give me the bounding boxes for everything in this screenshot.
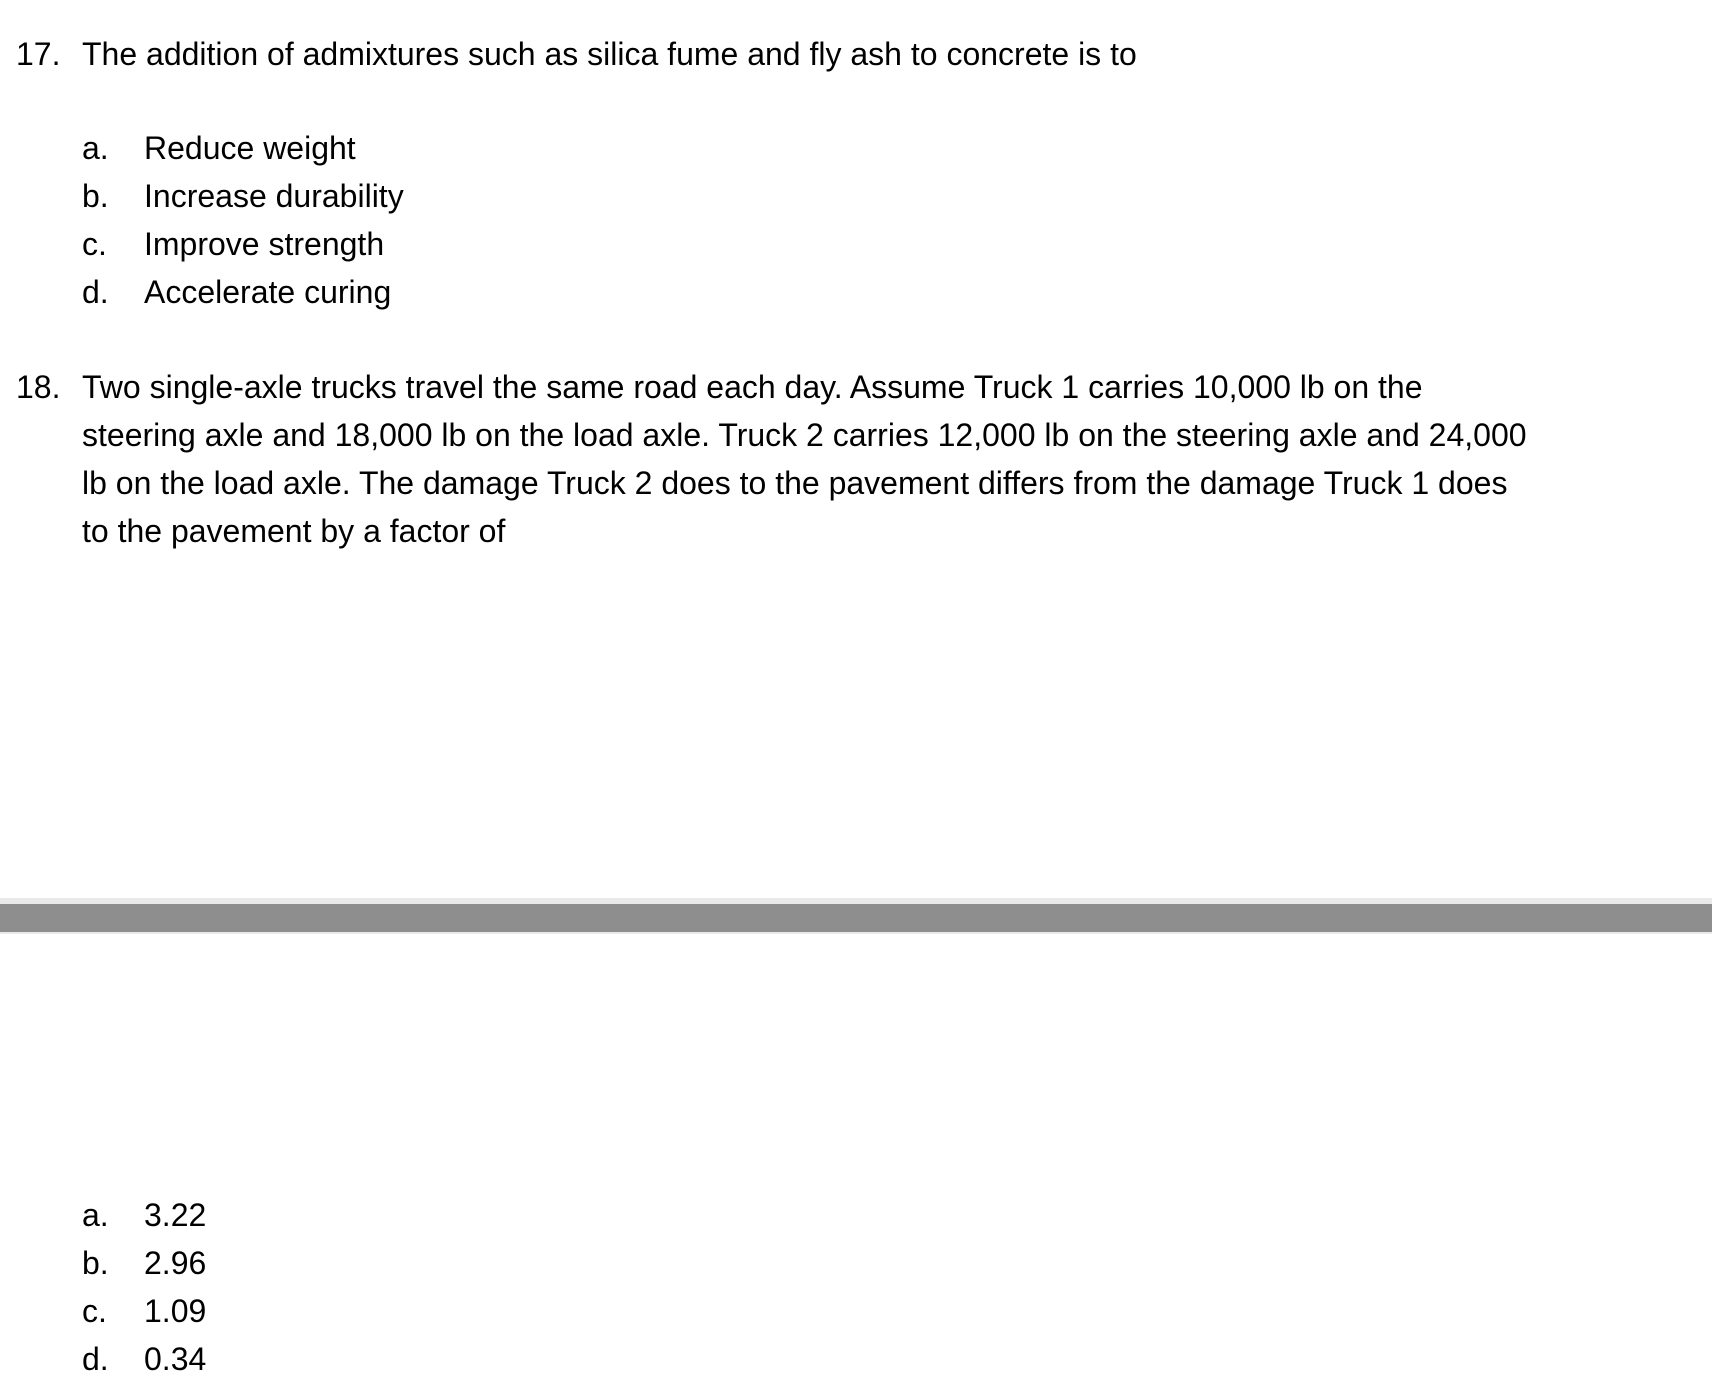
option-text: Reduce weight — [144, 130, 356, 166]
option-text: Improve strength — [144, 226, 385, 262]
option-letter: a. — [82, 1197, 109, 1233]
option-letter: b. — [82, 178, 109, 214]
option-letter: a. — [82, 130, 109, 166]
option-letter: b. — [82, 1245, 109, 1281]
option-text: 3.22 — [144, 1197, 207, 1233]
option-text: 0.34 — [144, 1341, 207, 1377]
option-text: 2.96 — [144, 1245, 207, 1281]
question-18-text-line-2: steering axle and 18,000 lb on the load axle. Truck 2 carries 12,000 lb on the steering axle and 24,000 — [82, 417, 1527, 453]
question-18-text-line-4: to the pavement by a factor of — [82, 513, 506, 549]
question-17-text: The addition of admixtures such as silica fume and fly ash to concrete is to — [82, 36, 1137, 72]
option-text: Increase durability — [144, 178, 404, 214]
option-text: Accelerate curing — [144, 274, 392, 310]
option-letter: d. — [82, 1341, 109, 1377]
question-18-text-line-3: lb on the load axle. The damage Truck 2 does to the pavement differs from the damage Truck 1 does — [82, 465, 1508, 501]
option-text: 1.09 — [144, 1293, 207, 1329]
question-17-number: 17. — [16, 36, 61, 72]
option-letter: c. — [82, 1293, 107, 1329]
option-letter: c. — [82, 226, 107, 262]
question-18-text-line-1: Two single-axle trucks travel the same road each day. Assume Truck 1 carries 10,000 lb on the — [82, 369, 1423, 405]
page-break — [0, 904, 1712, 932]
option-letter: d. — [82, 274, 109, 310]
question-18-number: 18. — [16, 369, 61, 405]
